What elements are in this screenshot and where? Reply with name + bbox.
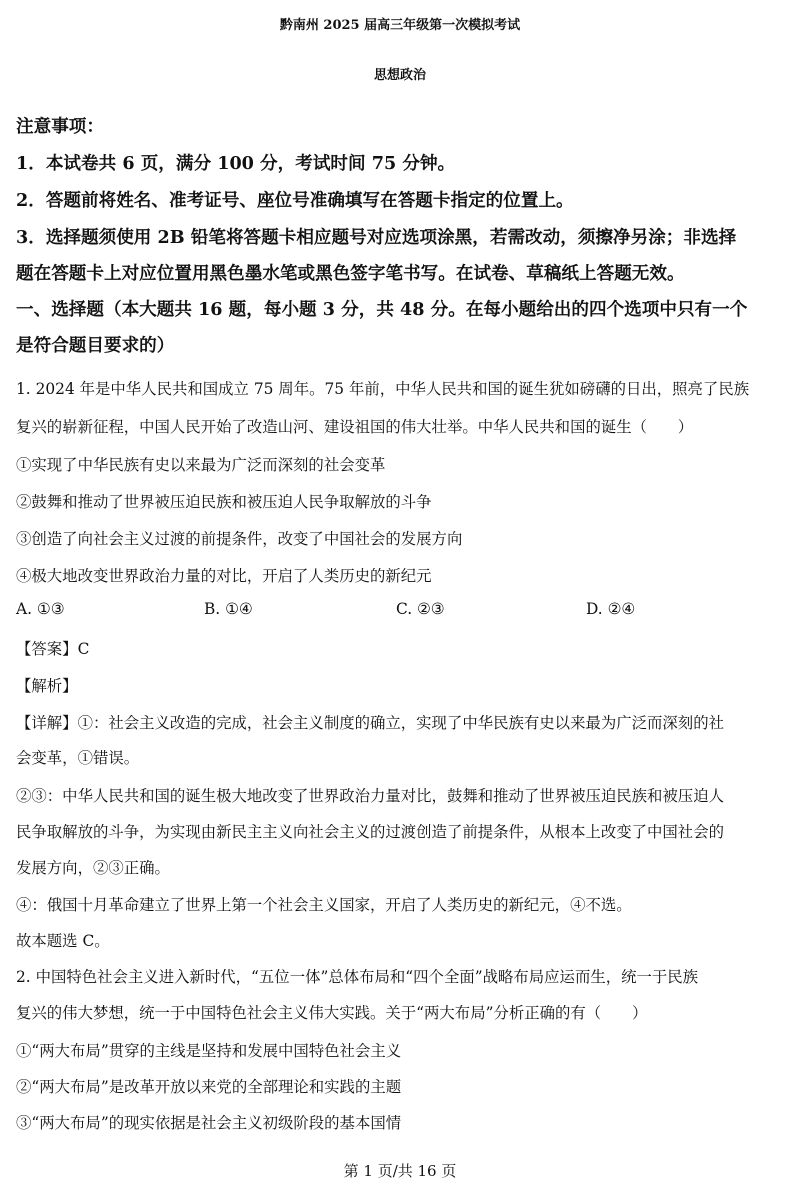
page-footer: 第 1 页/共 16 页 (343, 1162, 457, 1180)
section-heading-cont: 是符合题目要求的） (16, 335, 175, 356)
exam-title: 黔南州 2025 届高三年级第一次模拟考试 (279, 18, 521, 33)
q1-detail-line-3: ②③：中华人民共和国的诞生极大地改变了世界政治力量对比，鼓舞和推动了世界被压迫民族和被压迫人 (16, 787, 724, 805)
q2-stem-line-2: 复兴的伟大梦想，统一于中国特色社会主义伟大实践。关于“两大布局”分析正确的有（ ） (16, 1004, 648, 1022)
q1-statement-4: ④极大地改变世界政治力量的对比，开启了人类历史的新纪元 (16, 567, 432, 585)
q1-detail-line-2: 会变革，①错误。 (16, 749, 140, 767)
q2-stem-line-1: 2. 中国特色社会主义进入新时代，“五位一体”总体布局和“四个全面”战略布局应运而生，统一于民族 (16, 968, 699, 986)
q1-statement-1: ①实现了中华民族有史以来最为广泛而深刻的社会变革 (16, 456, 386, 474)
notice-item-1: 1．本试卷共 6 页，满分 100 分，考试时间 75 分钟。 (16, 153, 456, 174)
q1-option-b: B. ①④ (204, 600, 253, 618)
section-heading: 一、选择题（本大题共 16 题，每小题 3 分，共 48 分。在每小题给出的四个选项中只有一个 (16, 299, 748, 320)
q1-detail-line-1: 【详解】①：社会主义改造的完成，社会主义制度的确立，实现了中华民族有史以来最为广泛而深刻的社 (16, 714, 724, 732)
q1-option-a: A. ①③ (16, 600, 65, 618)
notice-item-3-cont: 题在答题卡上对应位置用黑色墨水笔或黑色签字笔书写。在试卷、草稿纸上答题无效。 (16, 263, 685, 284)
notice-item-2: 2．答题前将姓名、准考证号、座位号准确填写在答题卡指定的位置上。 (16, 190, 574, 211)
q1-option-d: D. ②④ (586, 600, 636, 618)
q1-detail-line-5: 发展方向，②③正确。 (16, 859, 170, 877)
q1-analysis-label: 【解析】 (16, 677, 78, 695)
q1-detail-line-7: 故本题选 C。 (16, 932, 110, 950)
q1-option-c: C. ②③ (396, 600, 445, 618)
notice-item-3: 3．选择题须使用 2B 铅笔将答题卡相应题号对应选项涂黑，若需改动，须擦净另涂；非选择 (16, 227, 737, 248)
q1-stem-line-1: 1. 2024 年是中华人民共和国成立 75 周年。75 年前，中华人民共和国的诞生犹如磅礴的日出，照亮了民族 (16, 380, 750, 398)
q1-stem-line-2: 复兴的崭新征程，中国人民开始了改造山河、建设祖国的伟大壮举。中华人民共和国的诞生（ ） (16, 418, 694, 436)
q1-answer: 【答案】C (16, 640, 90, 658)
q2-statement-3: ③“两大布局”的现实依据是社会主义初级阶段的基本国情 (16, 1114, 402, 1132)
q1-statement-3: ③创造了向社会主义过渡的前提条件，改变了中国社会的发展方向 (16, 530, 463, 548)
q2-statement-2: ②“两大布局”是改革开放以来党的全部理论和实践的主题 (16, 1078, 402, 1096)
notice-heading: 注意事项： (16, 116, 104, 137)
q1-statement-2: ②鼓舞和推动了世界被压迫民族和被压迫人民争取解放的斗争 (16, 493, 432, 511)
q2-statement-1: ①“两大布局”贯穿的主线是坚持和发展中国特色社会主义 (16, 1042, 402, 1060)
q1-detail-line-4: 民争取解放的斗争，为实现由新民主主义向社会主义的过渡创造了前提条件，从根本上改变了中国社会的 (16, 823, 724, 841)
q1-detail-line-6: ④：俄国十月革命建立了世界上第一个社会主义国家，开启了人类历史的新纪元，④不选。 (16, 896, 632, 914)
subject-title: 思想政治 (373, 68, 426, 83)
